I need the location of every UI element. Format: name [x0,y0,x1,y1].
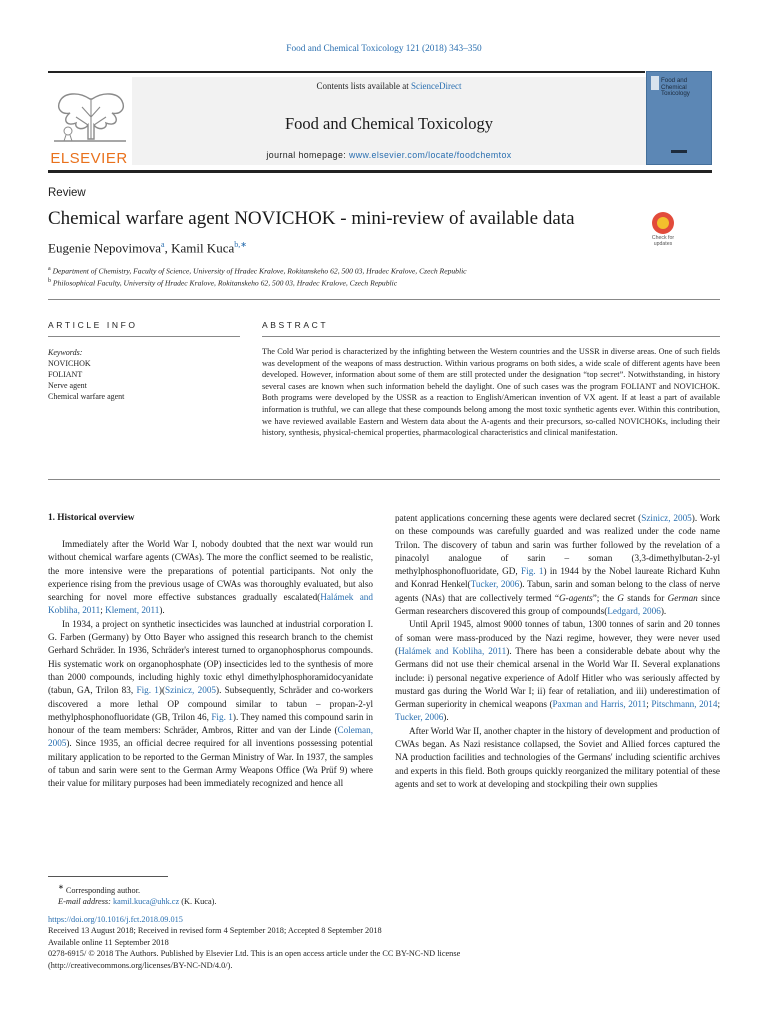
author-separator: , [164,240,172,256]
contents-prefix: Contents lists available at [316,81,411,91]
footnote-block [48,882,388,908]
footnote-marker: ∗ [58,884,64,891]
journal-cover-thumbnail[interactable] [646,71,712,165]
body-paragraph [395,618,720,724]
affiliation-text: Philosophical Faculty, University of Hradec Kralove, Rokitanskeho 62, 500 03, Hradec Kralove, Czech Republic [51,278,398,288]
author-name[interactable]: Kamil Kuca [171,240,235,256]
citation-link[interactable]: Pitschmann, 2014 [651,699,718,710]
affiliation-text: Department of Chemistry, Faculty of Science, University of Hradec Kralove, Rokitanskeho 62, 500 03, Hradec Kralove, Czech Republic [50,266,467,276]
body-text: ; [717,699,721,710]
affiliation-marker[interactable]: a [161,240,165,249]
body-paragraph [48,618,373,791]
body-paragraph: After World War II, another chapter in the history of development and production of CWAs began. As Nazi resistance collapsed, the Soviet and Allied forces captured the NA production facilities and technologies of the Germans' including scientific archives and experts in this field. Both groups quickly reorganized the military potential of these agents and set to work at developing and stockpiling their own supplies [395,725,720,789]
footnote-text: (K. Kuca). [179,897,217,907]
body-text: ). Subsequently, Schräder and co-workers discovered a more lethal OP compound similar to tabun – propan-2-yl methylphosphonofluoridate (GB, Trilon 46, [48,685,373,722]
body-text: In 1934, a project on synthetic insecticides was launched at industrial corporation I. G. Farben (Germany) by Otto Bayer who assigned this research branch to the chemist Gerhard Schräder. In 1936, Schräder's interest turned to organophosphorus compounds. His systematic work on organophosphate (OP) insecticides led to the synthesis of more than 2000 compounds, including highly toxic ethyl dimethylphosphoramidocyanidate (tabun, GA, Trilon 83, [48,618,373,696]
cover-title [661,78,690,98]
body-text: ). Work on these compounds was carefully guarded and was realized under the code name Trilon. The discovery of tabun and sarin was further followed by the revelation of a pinacolyl analogue of sarin – soman (3,3-dimethylbutan-2-yl methylphosphonofluoridate, GD, [395,513,720,577]
footnote-text: Corresponding author. [63,885,141,895]
online-date: Available online 11 September 2018 [48,937,169,947]
footnote-rule [48,876,168,877]
journal-title: Food and Chemical Toxicology [285,114,493,133]
section-heading: 1. Historical overview [48,513,135,523]
received-dates: Received 13 August 2018; Received in revised form 4 September 2018; Accepted 8 September 2018 [48,926,382,936]
citation-link[interactable]: Paxman and Harris, 2011 [552,699,647,710]
keyword: Chemical warfare agent [48,392,125,401]
citation-link[interactable]: Ledgard, 2006 [607,606,661,617]
keyword: Nerve agent [48,381,87,390]
cover-title-line: Toxicology [661,90,690,98]
figure-link[interactable]: Fig. 1 [136,685,159,696]
affiliation-marker[interactable]: b,∗ [234,240,247,249]
body-text: ) in 1944 by the Nobel laureate Richard Kuhn and Konrad Henkel( [395,566,721,590]
abstract-heading: ABSTRACT [262,320,329,330]
citation-link[interactable]: Coleman, 2005 [48,725,373,749]
journal-homepage-line [132,150,646,160]
citation-link[interactable]: Klement, 2011 [105,605,160,616]
citation-link[interactable]: Szinicz, 2005 [165,685,217,696]
keyword: FOLIANT [48,370,83,379]
citation-link[interactable]: Tucker, 2006 [395,712,444,723]
masthead-top-rule [48,71,645,73]
affiliation-b [48,278,397,288]
sciencedirect-link[interactable]: ScienceDirect [411,81,462,91]
body-text: Immediately after the World War I, nobody doubted that the next war would run without chemical warfare agents (CWAs). The more the conflict seemed to be realistic, the more intensive were the preparations of potential participants. Not only the experience rising from the previous usage of CWAs was thoroughly evaluated, but also searching for novel more effective substances gradually escalated( [48,539,373,603]
doi-link[interactable]: https://doi.org/10.1016/j.fct.2018.09.015 [48,915,183,924]
email-link[interactable]: kamil.kuca@uhk.cz [113,897,180,907]
figure-link[interactable]: Fig. 1 [211,711,233,722]
elsevier-logo[interactable] [48,77,130,165]
publication-info [48,914,720,971]
body-text: since German researchers discovered this group of compounds( [395,592,720,617]
keyword: NOVICHOK [48,359,91,368]
body-text: stands for [623,592,668,603]
body-text: ; [100,605,106,616]
body-text: ). There has been a considerable debate about why the Germans did not use their chemical arsenal in the World War II. Several explanations include: i) personal negative experience of Adolf Hitler who was seriously affected by mustard gas during the World War I; ii) fear of retaliation, and iii) underestimation of German superiority in chemical weapons ( [395,645,720,710]
license-text: (http://creativecommons.org/licenses/BY-NC-ND/4.0/). [48,960,233,970]
body-column-left [48,512,373,791]
journal-banner [132,77,646,165]
body-text: ). Tabun, sarin and soman belong to the class of nerve agents (NAs) that are collectively termed “ [395,579,720,603]
affiliation-marker: a [48,266,51,272]
author-name[interactable]: Eugenie Nepovimova [48,240,161,256]
check-updates-label [646,235,680,247]
check-updates-label-line: Check for [651,235,675,241]
section-divider [48,479,720,480]
journal-reference-link[interactable]: Food and Chemical Toxicology 121 (2018) 343–350 [286,44,482,54]
figure-link[interactable]: Fig. 1 [521,566,544,577]
cover-title-line: Chemical [661,83,687,91]
cover-logo-mark [651,76,659,90]
citation-link[interactable]: Halámek and Kobliha, 2011 [398,645,507,656]
author-list [48,240,247,256]
body-text: Until April 1945, almost 9000 tonnes of tabun, 1300 tonnes of sarin and 20 tonnes of soman were mass-produced by the Nazi regime, however, they were never used ( [395,619,720,656]
body-text: ). They named this compound sarin in honour of the team members: Schräder, Ambros, Ritter and van der Linde ( [48,711,374,736]
body-text: ). Since 1935, an official decree required for all inventions possessing potential military application to be reported to the German Ministry of War. In 1937, the samples of tabun and sarin were sent to the German Army Weapons Office (Wa Prüf 9) where their value for military purposes had been immediately recognized and hence all [48,738,373,789]
body-text-italic: G [617,592,624,603]
body-text: ; [646,699,652,710]
citation-link[interactable]: Tucker, 2006 [470,579,520,590]
citation-link[interactable]: Szinicz, 2005 [641,513,692,523]
body-text: ”; the [592,592,618,603]
cover-issn-bar [671,150,687,153]
affiliation-a [48,266,467,276]
body-text: )( [158,685,166,696]
contents-available-line [132,81,646,91]
affiliation-marker: b [48,278,51,284]
article-type: Review [48,187,86,199]
body-column-right [395,512,720,791]
keywords-block [48,347,238,402]
citation-link[interactable]: Halámek and Kobliha, 2011 [48,592,373,616]
body-text: patent applications concerning these agents were declared secret ( [395,513,642,523]
check-updates-icon-inner [657,217,669,229]
article-title: Chemical warfare agent NOVICHOK - mini-review of available data [48,208,575,229]
body-paragraph [48,538,373,618]
body-text: ). [660,606,667,617]
abstract-text: The Cold War period is characterized by the infighting between the Western countries and the USSR in diverse areas. One of such fields was development of the weapons of mass destruction. Within various programs on both sides, a wide scale of different agents have been developed. However, information about some of them are still protected under the designation “top secret”. Notwithstanding, in history several cases are known when such information beheld the daylight. One of such cases was the program FOLIANT and NOVICHOK. Both programs were developed by the USSR as a reaction to English/American invention of VX agent. If at least a part of available information is truthful, we can allege that these compounds belong among the most toxic synthetic agents ever. Within this contribution, we have reviewed available Eastern and Western data about the A-agents and their precursors, so-called NOVICHOKs, including their history, synthesis, physical-chemical properties, pharmacological characteristics and clinical manifestation. [262,347,720,438]
body-paragraph [395,512,720,618]
body-text-italic: German [667,592,698,603]
email-note [48,896,388,907]
check-for-updates-badge[interactable] [646,212,680,252]
masthead-bottom-rule [48,170,712,173]
elsevier-wordmark: ELSEVIER [50,150,128,167]
license-text: 0278-6915/ © 2018 The Authors. Published by Elsevier Ltd. This is an open access article under the CC BY-NC-ND license [48,949,461,959]
keywords-label: Keywords: [48,348,83,357]
body-text: ). [443,712,449,723]
journal-masthead [48,71,645,168]
homepage-prefix: journal homepage: [266,150,349,160]
elsevier-tree-icon [52,77,128,147]
check-updates-label-line: updates [653,241,673,247]
body-text-italic: G-agents [559,592,593,603]
section-divider [48,336,240,337]
email-label: E-mail address: [58,897,113,907]
corresponding-author-note [48,882,388,896]
section-divider [48,299,720,300]
article-info-heading: ARTICLE INFO [48,320,138,330]
journal-homepage-link[interactable]: www.elsevier.com/locate/foodchemtox [348,150,512,160]
cover-title-line: Food and [661,77,688,84]
body-text: ). [159,605,165,616]
section-divider [262,336,720,337]
